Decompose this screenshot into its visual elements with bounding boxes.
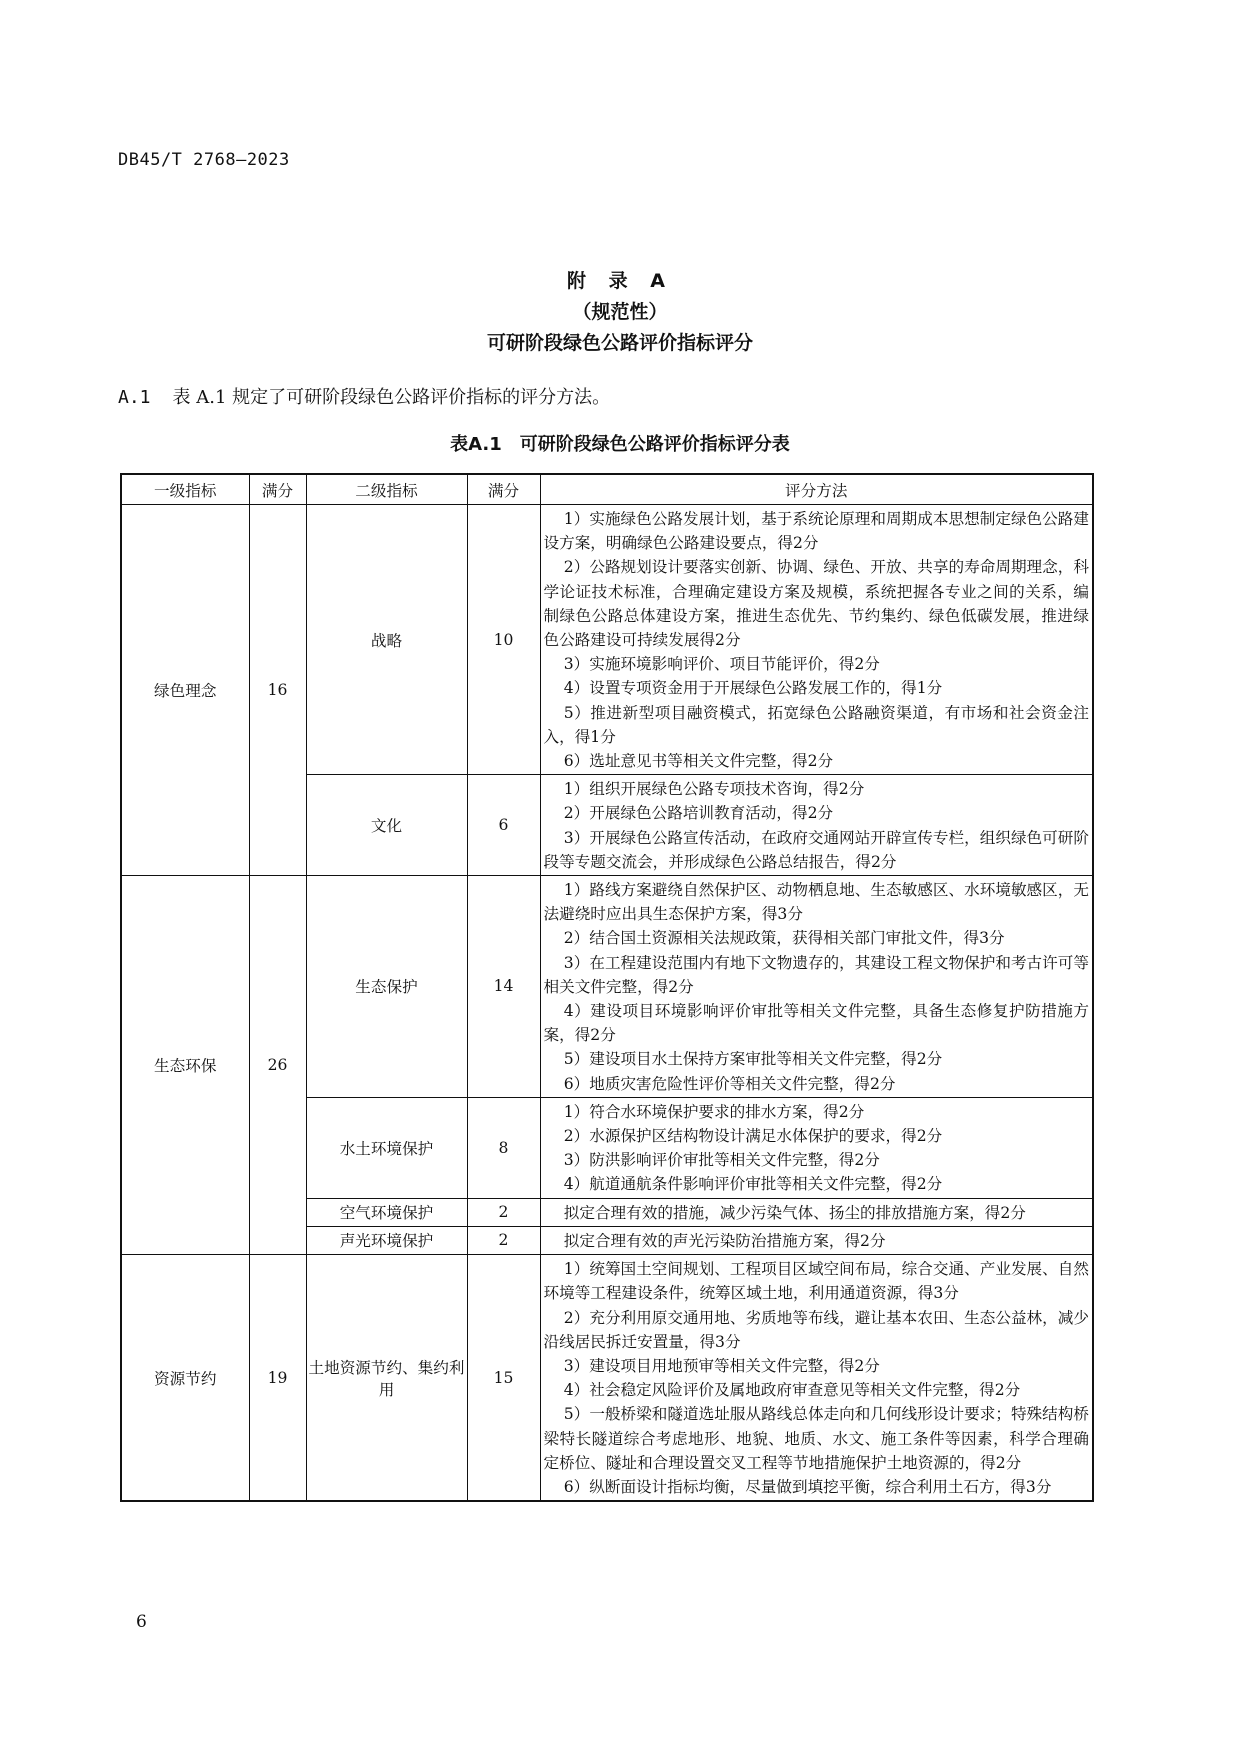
clause-text: 表 A.1 规定了可研阶段绿色公路评价指标的评分方法。 — [172, 387, 611, 408]
scoring-method-cell — [540, 1226, 1093, 1254]
table-row — [121, 505, 1093, 775]
appendix-label: 附 录 A — [567, 270, 673, 292]
level1-indicator-cell: 资源节约 — [121, 1255, 249, 1502]
header-score2: 满分 — [467, 474, 540, 505]
scoring-method-item: 1）路线方案避绕自然保护区、动物栖息地、生态敏感区、水环境敏感区，无法避绕时应出具生态保护方案，得3分 — [543, 881, 1089, 924]
level2-indicator-cell: 声光环境保护 — [306, 1226, 467, 1254]
scoring-method-item: 5）建设项目水土保持方案审批等相关文件完整，得2分 — [563, 1050, 943, 1069]
clause-a1 — [118, 383, 610, 409]
scoring-method-item: 4）航道通航条件影响评价审批等相关文件完整，得2分 — [563, 1175, 943, 1194]
scoring-method-item: 4）设置专项资金用于开展绿色公路发展工作的，得1分 — [563, 679, 943, 698]
scoring-method-item: 2）公路规划设计要落实创新、协调、绿色、开放、共享的寿命周期理念，科学论证技术标准，合理确定建设方案及规模，系统把握各专业之间的关系，编制绿色公路总体建设方案，推进生态优先、节约集约、绿色低碳发展，推进绿色公路建设可持续发展得2分 — [543, 558, 1089, 650]
table-caption: 表A.1 可研阶段绿色公路评价指标评分表 — [450, 434, 790, 455]
level2-indicator-cell: 战略 — [306, 505, 467, 775]
scoring-method-item: 4）建设项目环境影响评价审批等相关文件完整，具备生态修复护防措施方案，得2分 — [543, 1002, 1089, 1045]
scoring-method-item: 1）统筹国土空间规划、工程项目区域空间布局，综合交通、产业发展、自然环境等工程建设条件，统筹区域土地，利用通道资源，得3分 — [543, 1260, 1089, 1303]
level2-score-cell: 6 — [467, 775, 540, 876]
scoring-method-item: 5）推进新型项目融资模式，拓宽绿色公路融资渠道，有市场和社会资金注入，得1分 — [543, 703, 1089, 746]
scoring-method-item: 3）建设项目用地预审等相关文件完整，得2分 — [563, 1356, 880, 1375]
page-number: 6 — [136, 1612, 147, 1632]
scoring-method-cell — [540, 505, 1093, 775]
scoring-method-item: 1）符合水环境保护要求的排水方案，得2分 — [563, 1102, 865, 1121]
table-row — [121, 876, 1093, 1098]
level2-indicator-cell: 水土环境保护 — [306, 1097, 467, 1198]
scoring-method-item: 拟定合理有效的措施，减少污染气体、扬尘的排放措施方案，得2分 — [563, 1203, 1026, 1222]
scoring-method-item: 2）水源保护区结构物设计满足水体保护的要求，得2分 — [563, 1127, 943, 1146]
header-level2: 二级指标 — [306, 474, 467, 505]
document-code: DB45/T 2768—2023 — [118, 150, 290, 170]
scoring-method-cell — [540, 1097, 1093, 1198]
scoring-method-cell — [540, 876, 1093, 1098]
level2-indicator-cell: 生态保护 — [306, 876, 467, 1098]
level2-score-cell: 10 — [467, 505, 540, 775]
clause-number: A.1 — [118, 387, 151, 408]
level1-score-cell: 16 — [249, 505, 306, 876]
scoring-method-item: 1）组织开展绿色公路专项技术咨询，得2分 — [563, 780, 865, 799]
scoring-method-item: 5）一般桥梁和隧道选址服从路线总体走向和几何线形设计要求；特殊结构桥梁特长隧道综合考虑地形、地貌、地质、水文、施工条件等因素，科学合理确定桥位、隧址和合理设置交叉工程等节地措施保护土地资源的，得2分 — [543, 1405, 1089, 1472]
level2-score-cell: 2 — [467, 1226, 540, 1254]
scoring-method-item: 2）结合国土资源相关法规政策，获得相关部门审批文件，得3分 — [563, 929, 1005, 948]
header-level1: 一级指标 — [121, 474, 249, 505]
scoring-method-cell — [540, 775, 1093, 876]
scoring-method-item: 3）实施环境影响评价、项目节能评价，得2分 — [563, 655, 880, 674]
scoring-method-cell — [540, 1198, 1093, 1226]
level2-indicator-cell: 文化 — [306, 775, 467, 876]
scoring-method-item: 6）选址意见书等相关文件完整，得2分 — [563, 752, 834, 771]
scoring-method-item: 4）社会稳定风险评价及属地政府审查意见等相关文件完整，得2分 — [563, 1381, 1021, 1400]
scoring-method-item: 3）在工程建设范围内有地下文物遗存的，其建设工程文物保护和考古许可等相关文件完整，得2分 — [543, 953, 1089, 996]
level2-indicator-cell: 空气环境保护 — [306, 1198, 467, 1226]
header-method: 评分方法 — [540, 474, 1093, 505]
level1-indicator-cell: 生态环保 — [121, 876, 249, 1255]
scoring-method-item: 6）纵断面设计指标均衡，尽量做到填挖平衡，综合利用土石方，得3分 — [563, 1477, 1052, 1496]
level2-score-cell: 15 — [467, 1255, 540, 1502]
scoring-method-item: 拟定合理有效的声光污染防治措施方案，得2分 — [563, 1231, 886, 1250]
scoring-method-item: 2）充分利用原交通用地、劣质地等布线，避让基本农田、生态公益林，减少沿线居民拆迁安置量，得3分 — [543, 1308, 1089, 1351]
table-body — [121, 505, 1093, 1502]
level1-score-cell: 19 — [249, 1255, 306, 1502]
level1-indicator-cell: 绿色理念 — [121, 505, 249, 876]
scoring-method-item: 6）地质灾害危险性评价等相关文件完整，得2分 — [563, 1074, 896, 1093]
level2-score-cell: 14 — [467, 876, 540, 1098]
level2-score-cell: 8 — [467, 1097, 540, 1198]
scoring-method-item: 3）防洪影响评价审批等相关文件完整，得2分 — [563, 1151, 880, 1170]
level2-indicator-cell: 土地资源节约、集约利用 — [306, 1255, 467, 1502]
scoring-table — [120, 473, 1094, 1502]
level1-score-cell: 26 — [249, 876, 306, 1255]
scoring-method-item: 3）开展绿色公路宣传活动，在政府交通网站开辟宣传专栏，组织绿色可研阶段等专题交流会，并形成绿色公路总结报告，得2分 — [543, 828, 1089, 871]
header-score1: 满分 — [249, 474, 306, 505]
scoring-method-cell — [540, 1255, 1093, 1502]
scoring-method-item: 1）实施绿色公路发展计划，基于系统论原理和周期成本思想制定绿色公路建设方案，明确绿色公路建设要点，得2分 — [543, 510, 1089, 553]
appendix-title: 可研阶段绿色公路评价指标评分 — [486, 332, 753, 354]
appendix-nature: （规范性） — [572, 301, 668, 323]
scoring-method-item: 2）开展绿色公路培训教育活动，得2分 — [563, 804, 834, 823]
table-row — [121, 1255, 1093, 1502]
table-header-row — [121, 474, 1093, 505]
level2-score-cell: 2 — [467, 1198, 540, 1226]
